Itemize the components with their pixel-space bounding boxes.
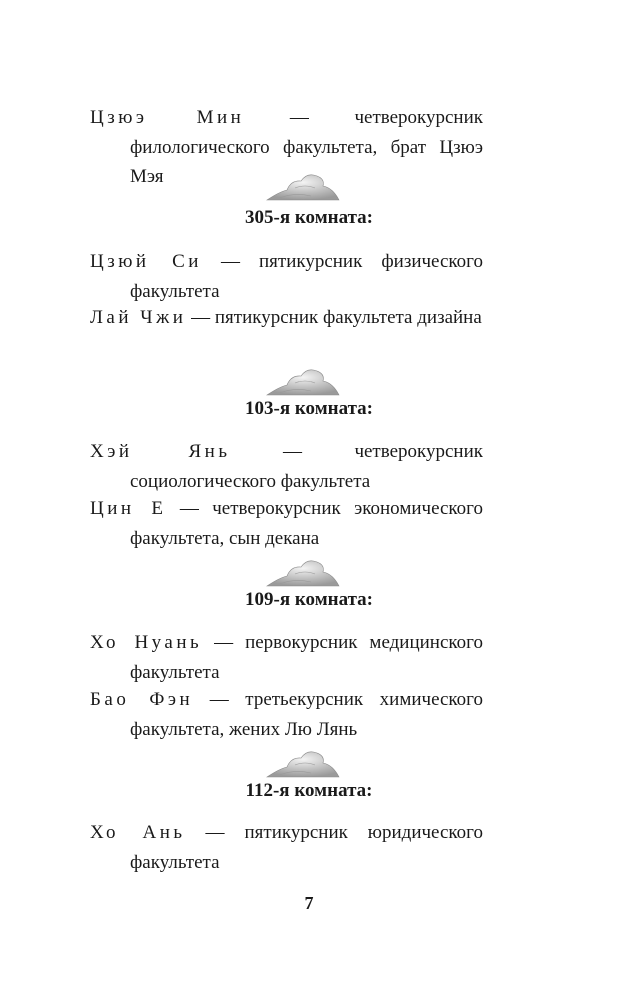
character-name: Лай Чжи xyxy=(90,307,187,328)
character-name: Хо Ань xyxy=(90,822,186,843)
character-entry xyxy=(90,628,483,687)
character-description: — четверокурсник социологического факультета xyxy=(130,441,483,492)
character-name: Цзюй Си xyxy=(90,251,202,272)
room-heading: 103-я комната: xyxy=(245,398,373,419)
cloud-ornament-icon xyxy=(265,556,341,588)
character-entry xyxy=(90,437,483,496)
character-entry xyxy=(90,818,483,877)
character-description: — пятикурсник физического факультета xyxy=(130,251,483,302)
cloud-ornament-icon xyxy=(265,365,341,397)
character-description: — третьекурсник химического факультета, жених Лю Лянь xyxy=(130,689,483,740)
cloud-ornament-icon xyxy=(265,170,341,202)
character-name: Цин Е xyxy=(90,498,167,519)
page-number: 7 xyxy=(304,893,314,913)
character-description: — первокурсник медицинского факультета xyxy=(130,632,483,683)
character-description: — пятикурсник юридического факультета xyxy=(130,822,483,873)
cloud-ornament-icon xyxy=(265,747,341,779)
character-description: — четверокурсник экономического факультета, сын декана xyxy=(130,498,483,549)
character-name: Цзюэ Мин xyxy=(90,107,245,128)
character-entry xyxy=(90,685,483,744)
room-heading: 112-я комната: xyxy=(245,780,373,801)
character-entry xyxy=(90,303,483,333)
character-description: — четверокурсник филологического факультета, брат Цзюэ Мэя xyxy=(130,107,483,187)
character-entry xyxy=(90,494,483,553)
character-name: Хо Нуань xyxy=(90,632,203,653)
room-heading: 305-я комната: xyxy=(245,207,373,228)
character-name: Бао Фэн xyxy=(90,689,194,710)
character-entry xyxy=(90,247,483,306)
room-heading: 109-я комната: xyxy=(245,589,373,610)
character-name: Хэй Янь xyxy=(90,441,231,462)
character-description: — пятикурсник факультета дизайна xyxy=(186,307,482,328)
